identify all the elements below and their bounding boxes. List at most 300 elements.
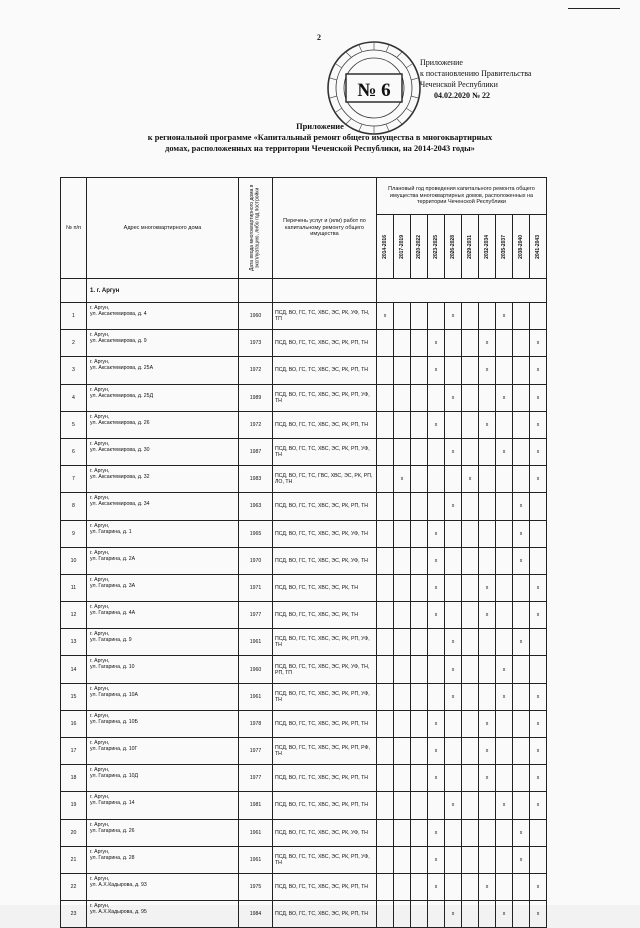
row-number: 14 — [61, 656, 87, 683]
plan-mark-cell — [496, 846, 513, 873]
plan-mark-cell: x — [530, 738, 547, 765]
plan-mark-cell: x — [530, 574, 547, 601]
row-works: ПСД, ВО, ГС, ТС, ХВС, ЭС, РК, ТН — [273, 574, 377, 601]
address-street: ул. Гагарина, д. 10 — [90, 664, 135, 671]
row-address — [87, 547, 239, 574]
plan-mark-cell: x — [513, 547, 530, 574]
plan-mark-cell — [462, 792, 479, 819]
period-header — [394, 215, 411, 279]
plan-mark-cell — [530, 846, 547, 873]
row-address — [87, 384, 239, 411]
plan-mark-cell — [428, 792, 445, 819]
plan-mark-cell — [394, 602, 411, 629]
period-label: 2026-2028 — [449, 234, 456, 259]
plan-mark-cell — [445, 547, 462, 574]
row-works: ПСД, ВО, ГС, ТС, ХВС, ЭС, РК, РП, ТН — [273, 792, 377, 819]
plan-mark-cell — [513, 738, 530, 765]
stamp-number: № 6 — [357, 80, 391, 101]
row-works: ПСД, ВО, ГС, ТС, ХВС, ЭС, РК, РП, УФ, ТН — [273, 846, 377, 873]
plan-mark-cell — [479, 547, 496, 574]
row-year: 1977 — [239, 602, 273, 629]
plan-mark-cell — [513, 683, 530, 710]
row-works: ПСД, ВО, ГС, ТС, ХВС, ЭС, РК, УФ, ТН — [273, 547, 377, 574]
plan-mark-cell — [428, 629, 445, 656]
plan-mark-cell — [445, 710, 462, 737]
plan-mark-cell — [530, 819, 547, 846]
plan-mark-cell — [394, 792, 411, 819]
address-city: г. Аргун, — [90, 875, 110, 882]
row-number: 21 — [61, 846, 87, 873]
plan-mark-cell — [462, 384, 479, 411]
plan-mark-cell — [445, 819, 462, 846]
row-number: 17 — [61, 738, 87, 765]
table-row — [61, 466, 547, 493]
plan-mark-cell — [462, 819, 479, 846]
table-row — [61, 846, 547, 873]
row-works: ПСД, ВО, ГС, ТС, ХВС, ЭС, РК, УФ, ТН — [273, 520, 377, 547]
plan-mark-cell: x — [428, 330, 445, 357]
document-title — [105, 121, 535, 154]
plan-mark-cell — [445, 466, 462, 493]
plan-mark-cell — [411, 629, 428, 656]
plan-mark-cell: x — [513, 520, 530, 547]
plan-mark-cell — [445, 602, 462, 629]
row-year: 1960 — [239, 656, 273, 683]
plan-mark-cell: x — [428, 520, 445, 547]
plan-mark-cell — [496, 873, 513, 900]
plan-mark-cell — [394, 438, 411, 465]
table-row — [61, 303, 547, 330]
plan-mark-cell: x — [496, 901, 513, 928]
plan-mark-cell — [513, 765, 530, 792]
period-label: 2032-2034 — [483, 234, 490, 259]
row-year: 1972 — [239, 357, 273, 384]
plan-mark-cell — [479, 819, 496, 846]
address-street: ул. Аксактемирова, д. 25Д — [90, 392, 154, 399]
address-street: ул. Гагарина, д. 3А — [90, 582, 136, 589]
plan-mark-cell — [530, 629, 547, 656]
plan-mark-cell — [462, 303, 479, 330]
table-row — [61, 683, 547, 710]
plan-mark-cell — [411, 547, 428, 574]
row-address — [87, 792, 239, 819]
address-city: г. Аргун, — [90, 712, 110, 719]
header-year-text: Дата ввода многоквартирного дома в эксплуатацию, либо год постройки — [249, 184, 261, 272]
plan-mark-cell: x — [445, 683, 462, 710]
plan-mark-cell — [513, 303, 530, 330]
plan-mark-cell — [411, 683, 428, 710]
plan-mark-cell: x — [445, 493, 462, 520]
plan-mark-cell — [462, 629, 479, 656]
plan-mark-cell — [377, 574, 394, 601]
row-year: 1961 — [239, 629, 273, 656]
row-works: ПСД, ВО, ГС, ТС, ХВС, ЭС, РК, РП, ТН — [273, 493, 377, 520]
plan-mark-cell — [377, 384, 394, 411]
plan-mark-cell — [394, 303, 411, 330]
plan-mark-cell — [394, 547, 411, 574]
row-works: ПСД, ВО, ГС, ТС, ХВС, ЭС, РК, РП, УФ, ТН — [273, 629, 377, 656]
plan-mark-cell: x — [445, 629, 462, 656]
plan-mark-cell — [411, 792, 428, 819]
plan-mark-cell — [428, 466, 445, 493]
plan-mark-cell — [377, 656, 394, 683]
row-year: 1977 — [239, 738, 273, 765]
plan-mark-cell: x — [428, 819, 445, 846]
plan-mark-cell — [479, 438, 496, 465]
plan-mark-cell: x — [530, 384, 547, 411]
address-street: ул. Гагарина, д. 28 — [90, 854, 135, 861]
plan-mark-cell — [411, 330, 428, 357]
plan-mark-cell: x — [479, 411, 496, 438]
header-address: Адрес многоквартирного дома — [87, 178, 239, 279]
row-works: ПСД, ВО, ГС, ТС, ХВС, ЭС, РК, ТН — [273, 602, 377, 629]
plan-mark-cell: x — [496, 384, 513, 411]
plan-mark-cell — [513, 656, 530, 683]
plan-mark-cell — [479, 384, 496, 411]
row-year: 1961 — [239, 683, 273, 710]
row-year: 1972 — [239, 411, 273, 438]
plan-mark-cell — [377, 765, 394, 792]
plan-mark-cell — [377, 547, 394, 574]
plan-mark-cell: x — [479, 738, 496, 765]
row-address — [87, 493, 239, 520]
city-empty-cell — [377, 279, 547, 303]
plan-mark-cell: x — [377, 303, 394, 330]
plan-mark-cell — [377, 792, 394, 819]
table-row — [61, 547, 547, 574]
plan-mark-cell — [411, 466, 428, 493]
address-street: ул. Аксактемирова, д. 32 — [90, 474, 150, 481]
row-year: 1983 — [239, 466, 273, 493]
plan-mark-cell — [462, 411, 479, 438]
period-header — [479, 215, 496, 279]
title-line-1: Приложение — [296, 122, 344, 131]
plan-mark-cell: x — [530, 466, 547, 493]
row-number: 13 — [61, 629, 87, 656]
row-address — [87, 303, 239, 330]
address-street: ул. Аксактемирова, д. 4 — [90, 311, 147, 317]
plan-mark-cell: x — [530, 765, 547, 792]
plan-mark-cell — [394, 710, 411, 737]
table-row — [61, 656, 547, 683]
period-header — [530, 215, 547, 279]
plan-mark-cell — [513, 330, 530, 357]
plan-mark-cell — [394, 330, 411, 357]
plan-mark-cell: x — [479, 330, 496, 357]
period-header — [496, 215, 513, 279]
plan-mark-cell: x — [445, 656, 462, 683]
plan-mark-cell — [411, 738, 428, 765]
plan-mark-cell — [479, 520, 496, 547]
plan-mark-cell — [428, 438, 445, 465]
row-address — [87, 330, 239, 357]
row-works: ПСД, ВО, ГС, ТС, ХВС, ЭС, РК, РП, УФ, ТН — [273, 384, 377, 411]
row-year: 1961 — [239, 819, 273, 846]
plan-mark-cell: x — [394, 466, 411, 493]
address-city: г. Аргун, — [90, 440, 110, 447]
plan-mark-cell — [394, 846, 411, 873]
plan-mark-cell — [411, 574, 428, 601]
plan-mark-cell — [377, 520, 394, 547]
plan-mark-cell — [513, 438, 530, 465]
row-works: ПСД, ВО, ГС, ТС, ХВС, ЭС, РК, УФ, ТН, ТП — [273, 303, 377, 330]
plan-mark-cell — [496, 547, 513, 574]
plan-mark-cell — [411, 656, 428, 683]
plan-mark-cell — [394, 765, 411, 792]
plan-mark-cell: x — [530, 873, 547, 900]
plan-mark-cell — [411, 384, 428, 411]
address-city: г. Аргун, — [90, 576, 110, 583]
row-number: 23 — [61, 901, 87, 928]
plan-mark-cell — [411, 710, 428, 737]
address-city: г. Аргун, — [90, 821, 110, 828]
plan-mark-cell: x — [496, 656, 513, 683]
plan-mark-cell — [377, 710, 394, 737]
address-city: г. Аргун, — [90, 522, 110, 529]
period-label: 2014-2016 — [381, 234, 388, 259]
row-number: 22 — [61, 873, 87, 900]
row-address — [87, 819, 239, 846]
row-works: ПСД, ВО, ГС, ТС, ХВС, ЭС, РК, РП, УФ, ТН — [273, 683, 377, 710]
plan-mark-cell — [462, 683, 479, 710]
plan-mark-cell — [411, 873, 428, 900]
address-street: ул. Аксактемирова, д. 25А — [90, 365, 154, 372]
row-number: 5 — [61, 411, 87, 438]
plan-mark-cell — [496, 738, 513, 765]
plan-mark-cell: x — [428, 357, 445, 384]
table-row — [61, 602, 547, 629]
row-number: 3 — [61, 357, 87, 384]
plan-mark-cell: x — [530, 710, 547, 737]
row-year: 1987 — [239, 438, 273, 465]
address-street: ул. А.Х.Кадырова, д. 95 — [90, 909, 147, 916]
plan-mark-cell — [462, 438, 479, 465]
plan-mark-cell — [462, 710, 479, 737]
plan-mark-cell: x — [513, 493, 530, 520]
plan-mark-cell — [496, 357, 513, 384]
plan-mark-cell — [530, 547, 547, 574]
table-row — [61, 357, 547, 384]
plan-mark-cell — [462, 738, 479, 765]
plan-mark-cell — [479, 683, 496, 710]
row-number: 9 — [61, 520, 87, 547]
plan-mark-cell: x — [445, 303, 462, 330]
header-works: Перечень услуг и (или) работ по капитальному ремонту общего имущества — [273, 178, 377, 279]
row-works: ПСД, ВО, ГС, ТС, ХВС, ЭС, РК, РП, ТН — [273, 357, 377, 384]
plan-mark-cell — [479, 792, 496, 819]
row-number: 20 — [61, 819, 87, 846]
address-city: г. Аргун, — [90, 332, 110, 339]
table-row — [61, 792, 547, 819]
plan-mark-cell — [394, 411, 411, 438]
row-works: ПСД, ВО, ГС, ТС, ХВС, ЭС, РК, РП, РФ, ТН — [273, 738, 377, 765]
period-header — [445, 215, 462, 279]
address-street: ул. Гагарина, д. 10Б — [90, 718, 138, 725]
appendix-line-1: Приложение — [420, 58, 463, 67]
plan-mark-cell: x — [428, 602, 445, 629]
row-address — [87, 602, 239, 629]
plan-mark-cell: x — [530, 411, 547, 438]
plan-mark-cell — [411, 520, 428, 547]
address-city: г. Аргун, — [90, 631, 110, 638]
plan-mark-cell — [530, 493, 547, 520]
plan-mark-cell — [462, 520, 479, 547]
plan-mark-cell — [513, 411, 530, 438]
plan-mark-cell — [377, 330, 394, 357]
address-city: г. Аргун, — [90, 848, 110, 855]
period-header — [428, 215, 445, 279]
plan-mark-cell — [496, 710, 513, 737]
plan-mark-cell — [411, 493, 428, 520]
row-year: 1963 — [239, 493, 273, 520]
plan-mark-cell: x — [479, 357, 496, 384]
row-address — [87, 656, 239, 683]
plan-mark-cell — [377, 357, 394, 384]
period-label: 2020-2022 — [415, 234, 422, 259]
row-year: 1977 — [239, 765, 273, 792]
period-header — [411, 215, 428, 279]
plan-mark-cell — [462, 330, 479, 357]
row-address — [87, 438, 239, 465]
plan-mark-cell — [394, 520, 411, 547]
address-city: г. Аргун, — [90, 468, 110, 475]
table-row — [61, 520, 547, 547]
address-street: ул. Гагарина, д. 1 — [90, 528, 132, 535]
row-year: 1981 — [239, 792, 273, 819]
row-year: 1965 — [239, 520, 273, 547]
row-year: 1989 — [239, 384, 273, 411]
plan-mark-cell — [377, 411, 394, 438]
plan-mark-cell — [462, 765, 479, 792]
plan-mark-cell — [479, 466, 496, 493]
row-year: 1975 — [239, 873, 273, 900]
row-address — [87, 411, 239, 438]
plan-mark-cell — [445, 738, 462, 765]
plan-mark-cell — [479, 656, 496, 683]
plan-mark-cell — [462, 547, 479, 574]
plan-mark-cell — [428, 656, 445, 683]
plan-mark-cell: x — [496, 792, 513, 819]
row-works: ПСД, ВО, ГС, ТС, ХВС, ЭС, РК, РП, УФ, ТН — [273, 438, 377, 465]
table-row — [61, 765, 547, 792]
plan-mark-cell: x — [428, 411, 445, 438]
row-works: ПСД, ВО, ГС, ТС, ХВС, ЭС, РК, РП, ТН — [273, 710, 377, 737]
period-label: 2035-2037 — [500, 234, 507, 259]
row-number: 19 — [61, 792, 87, 819]
plan-mark-cell: x — [496, 683, 513, 710]
plan-mark-cell: x — [496, 438, 513, 465]
appendix-line-2: к постановлению Правительства — [420, 69, 532, 78]
address-street: ул. Гагарина, д. 4А — [90, 610, 136, 617]
table-row — [61, 629, 547, 656]
row-number: 16 — [61, 710, 87, 737]
plan-mark-cell — [377, 738, 394, 765]
address-street: ул. А.Х.Кадырова, д. 93 — [90, 881, 147, 888]
plan-mark-cell — [394, 574, 411, 601]
title-line-2: к региональной программе «Капитальный ремонт общего имущества в многоквартирных — [147, 133, 493, 142]
plan-mark-cell — [496, 330, 513, 357]
plan-mark-cell — [411, 846, 428, 873]
plan-mark-cell — [513, 792, 530, 819]
plan-mark-cell — [462, 493, 479, 520]
plan-mark-cell — [377, 438, 394, 465]
city-row — [61, 279, 547, 303]
plan-mark-cell — [462, 602, 479, 629]
plan-mark-cell — [445, 520, 462, 547]
period-header — [377, 215, 394, 279]
plan-mark-cell: x — [513, 846, 530, 873]
appendix-date: 04.02.2020 № 22 — [434, 91, 491, 100]
row-works: ПСД, ВО, ГС, ТС, ХВС, ЭС, РК, РП, ТН — [273, 330, 377, 357]
row-number: 18 — [61, 765, 87, 792]
corner-mark — [568, 0, 620, 9]
table-row — [61, 574, 547, 601]
plan-mark-cell — [377, 819, 394, 846]
plan-mark-cell — [513, 574, 530, 601]
plan-mark-cell — [394, 384, 411, 411]
plan-mark-cell: x — [479, 574, 496, 601]
row-year: 1961 — [239, 846, 273, 873]
row-number: 2 — [61, 330, 87, 357]
table-row — [61, 819, 547, 846]
address-street: ул. Гагарина, д. 10А — [90, 691, 139, 698]
period-label: 2029-2031 — [466, 234, 473, 259]
plan-mark-cell — [462, 574, 479, 601]
plan-mark-cell — [377, 629, 394, 656]
plan-mark-cell — [462, 357, 479, 384]
repair-schedule-table — [60, 177, 547, 928]
plan-mark-cell — [445, 574, 462, 601]
table-row — [61, 438, 547, 465]
plan-mark-cell — [394, 683, 411, 710]
plan-mark-cell — [496, 520, 513, 547]
plan-mark-cell — [411, 765, 428, 792]
plan-mark-cell: x — [428, 738, 445, 765]
plan-mark-cell: x — [530, 683, 547, 710]
row-works: ПСД, ВО, ГС, ТС, ХВС, ЭС, РК, РП, ТН — [273, 765, 377, 792]
plan-mark-cell: x — [428, 574, 445, 601]
plan-mark-cell — [394, 873, 411, 900]
city-name: 1. г. Аргун — [87, 279, 239, 303]
address-street: ул. Гагарина, д. 9 — [90, 637, 132, 644]
row-year: 1960 — [239, 303, 273, 330]
plan-mark-cell: x — [479, 710, 496, 737]
plan-mark-cell: x — [445, 792, 462, 819]
row-address — [87, 466, 239, 493]
plan-mark-cell: x — [428, 846, 445, 873]
header-plan: Плановый год проведения капитального ремонта общего имущества многоквартирных домов, расположенных на территории Чеченской Республики — [377, 178, 547, 215]
address-street: ул. Гагарина, д. 2А — [90, 555, 136, 562]
plan-mark-cell — [428, 384, 445, 411]
period-label: 2038-2040 — [517, 234, 524, 259]
period-label: 2041-2043 — [534, 234, 541, 259]
address-street: ул. Гагарина, д. 10Г — [90, 746, 138, 752]
row-works: ПСД, ВО, ГС, ТС, ХВС, ЭС, РК, УФ, ТН — [273, 819, 377, 846]
address-city: г. Аргун, — [90, 658, 110, 665]
address-city: г. Аргун, — [90, 685, 110, 692]
plan-mark-cell: x — [530, 792, 547, 819]
plan-mark-cell — [513, 357, 530, 384]
address-street: ул. Гагарина, д. 14 — [90, 800, 135, 807]
plan-mark-cell — [377, 846, 394, 873]
plan-mark-cell — [377, 683, 394, 710]
row-number: 10 — [61, 547, 87, 574]
table-row — [61, 330, 547, 357]
row-number: 12 — [61, 602, 87, 629]
plan-mark-cell: x — [445, 901, 462, 928]
plan-mark-cell — [377, 466, 394, 493]
plan-mark-cell: x — [479, 765, 496, 792]
